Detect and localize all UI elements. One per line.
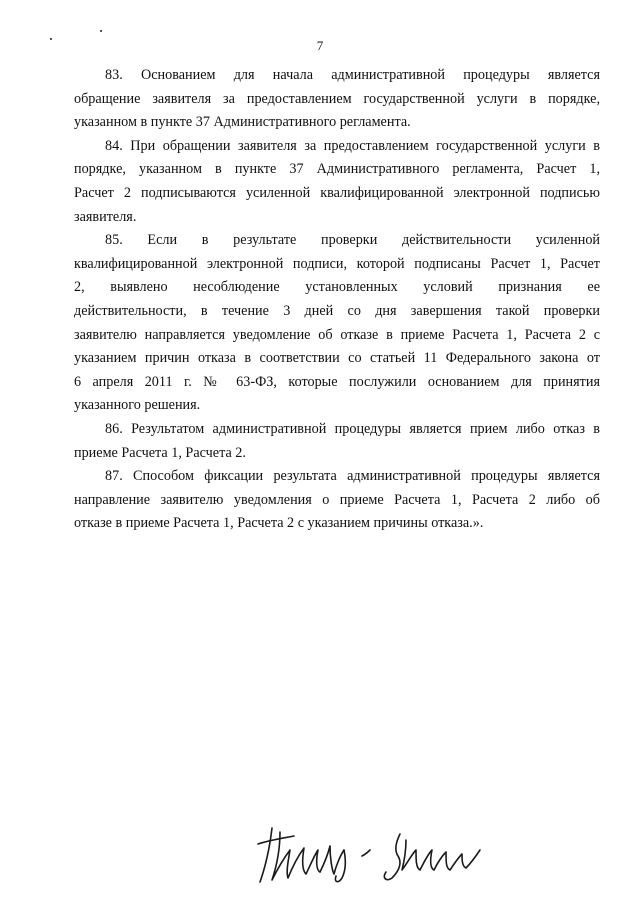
text-line: обращение заявителя за предоставлением государственной услуги в порядке, <box>74 90 600 107</box>
text-line: квалифицированной электронной подписи, которой подписаны Расчет 1, Расчет <box>74 255 600 272</box>
paragraph-84 <box>74 135 600 229</box>
text-line: 84. При обращении заявителя за предоставлением государственной услуги в <box>105 137 600 154</box>
text-line: указанном в пункте 37 Административного регламента. <box>74 114 411 131</box>
signature-stroke <box>272 832 320 880</box>
text-line: 86. Результатом административной процедуры является прием либо отказ в <box>105 420 600 437</box>
text-line: Расчет 2 подписываются усиленной квалифицированной электронной подписью <box>74 184 600 201</box>
paragraph-85 <box>74 229 600 418</box>
page-number: 7 <box>316 38 324 53</box>
text-line: 85. Если в результате проверки действительности усиленной <box>105 232 600 249</box>
text-line: порядке, указанном в пункте 37 Административного регламента, Расчет 1, <box>74 161 600 178</box>
text-line: 2, выявлено несоблюдение установленных условий признания ее <box>74 279 600 296</box>
text-line: 87. Способом фиксации результата административной процедуры является <box>105 468 600 485</box>
text-line: направление заявителю уведомления о приеме Расчета 1, Расчета 2 либо об <box>74 491 600 508</box>
signature-stroke <box>384 834 400 880</box>
handwritten-signature <box>250 820 490 890</box>
text-line: приеме Расчета 1, Расчета 2. <box>74 444 246 461</box>
text-line: 6 апреля 2011 г. № 63-ФЗ, которые послужили основанием для принятия <box>74 373 600 390</box>
text-line: отказе в приеме Расчета 1, Расчета 2 с указанием причины отказа.». <box>74 515 484 532</box>
text-line: заявителю направляется уведомление об отказе в приеме Расчета 1, Расчета 2 с <box>74 326 600 343</box>
text-line: действительности, в течение 3 дней со дня завершения такой проверки <box>74 302 600 319</box>
text-line: указанного решения. <box>74 397 201 414</box>
text-line: указанием причин отказа в соответствии со статьей 11 Федерального закона от <box>74 350 600 367</box>
signature-stroke <box>258 836 294 844</box>
paragraph-86 <box>74 418 600 465</box>
paragraph-87 <box>74 465 600 536</box>
signature-stroke <box>260 828 272 882</box>
signature-stroke <box>320 846 344 874</box>
document-body <box>74 64 600 536</box>
signature-stroke <box>402 840 480 870</box>
signature-stroke <box>362 850 370 856</box>
paragraph-83 <box>74 64 600 135</box>
text-line: 83. Основанием для начала административной процедуры является <box>105 67 600 83</box>
scan-speck <box>100 30 102 32</box>
text-line: заявителя. <box>74 208 137 225</box>
